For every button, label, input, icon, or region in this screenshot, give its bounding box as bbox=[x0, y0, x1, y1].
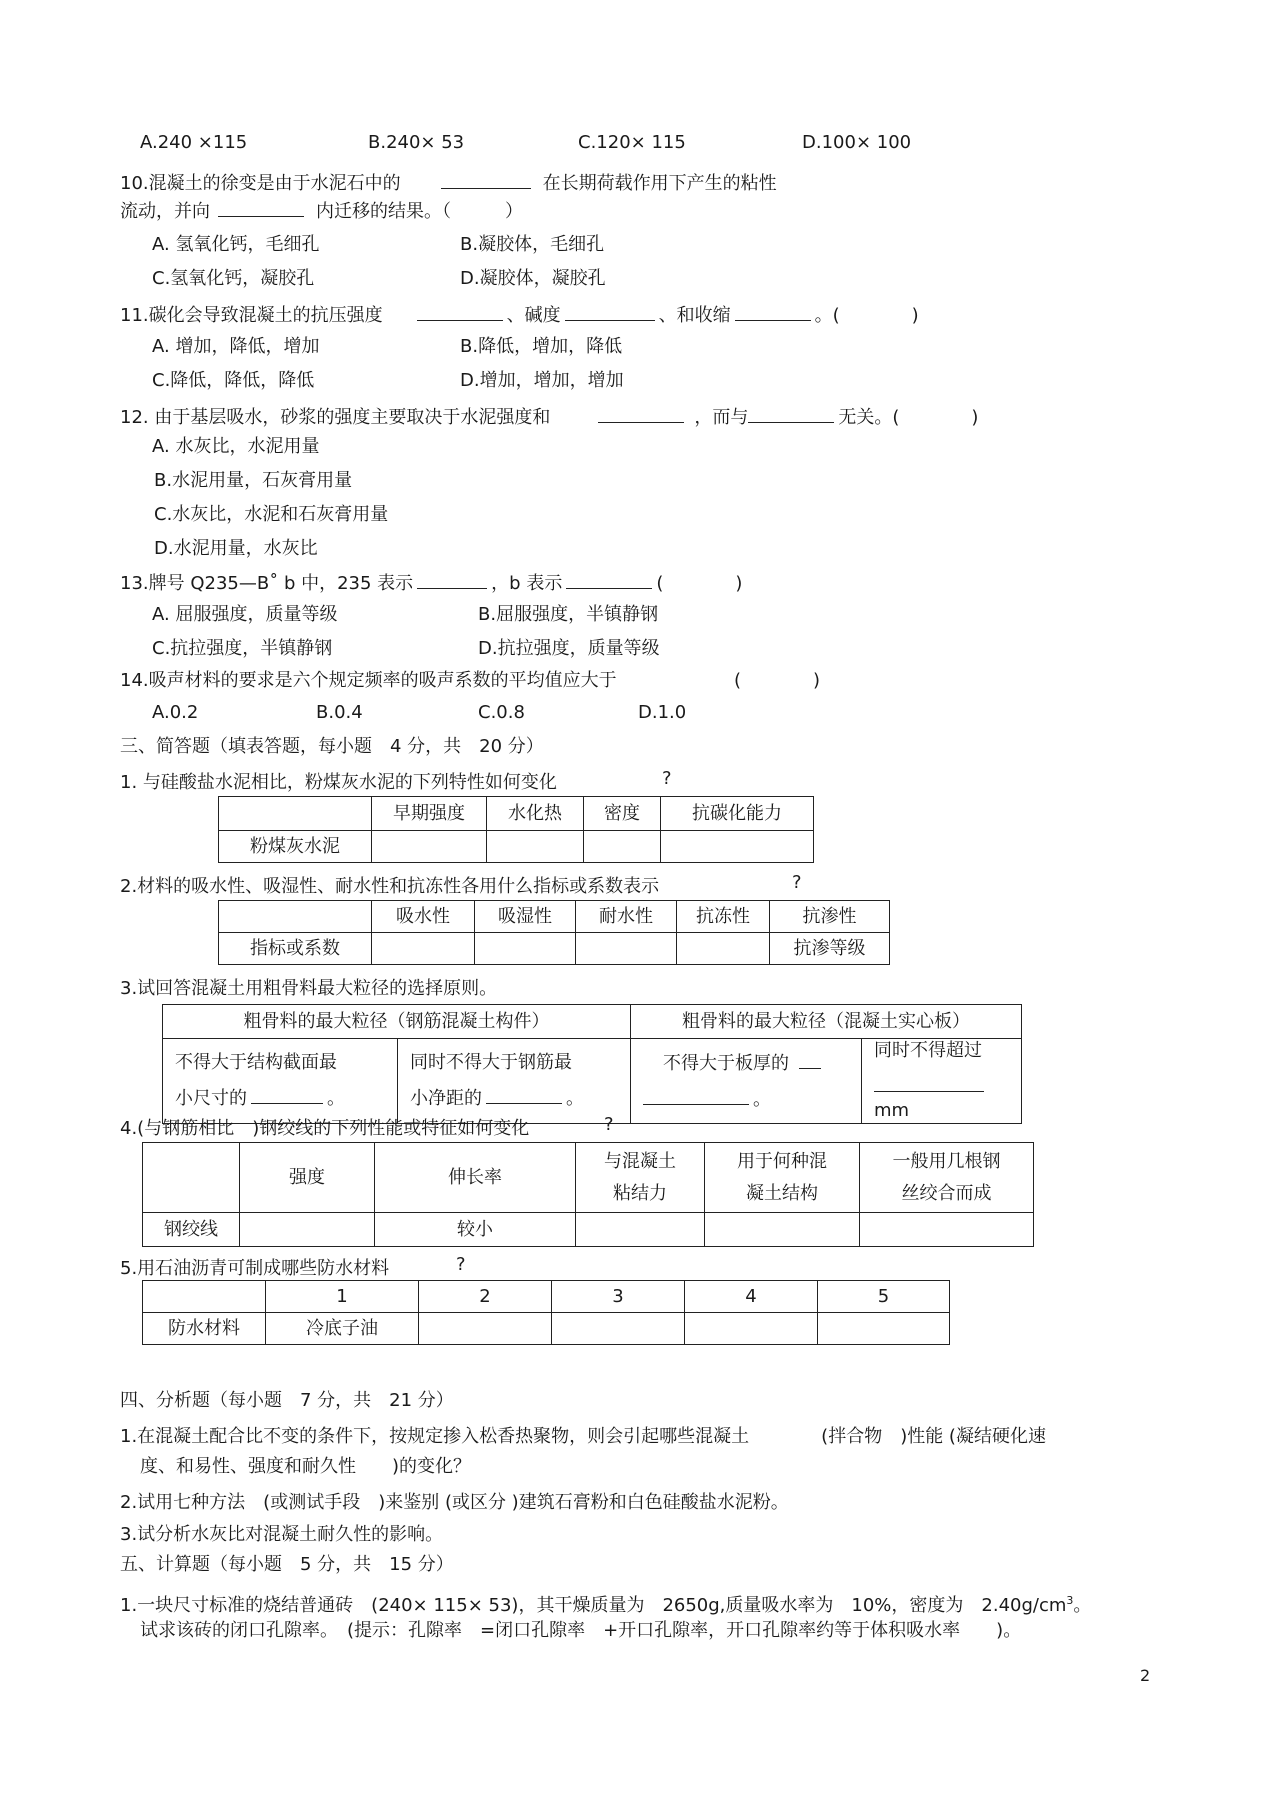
s4-q1-line2: 度、和易性、强度和耐久性 )的变化？ bbox=[140, 1456, 472, 1477]
s3-q2-row-label: 指标或系数 bbox=[219, 933, 372, 965]
s3-q2-header-impermeability: 抗渗性 bbox=[770, 901, 890, 933]
q10-text-d: 内迁移的结果。（ ） bbox=[316, 201, 523, 222]
section4-title: 四、分析题（每小题 7 分，共 21 分） bbox=[120, 1390, 454, 1411]
s3-q3-cell-1-line2: 小尺寸的 bbox=[175, 1088, 247, 1109]
q14-option-d: D.1.0 bbox=[638, 702, 687, 723]
q11-option-b: B.降低，增加，降低 bbox=[460, 336, 623, 357]
s3-q3-cell-1-line1: 不得大于结构截面最 bbox=[175, 1052, 337, 1073]
s3-q2-cell bbox=[576, 933, 677, 965]
s4-q3: 3.试分析水灰比对混凝土耐久性的影响。 bbox=[120, 1524, 444, 1545]
q12-option-c: C.水灰比，水泥和石灰膏用量 bbox=[154, 504, 389, 525]
s3-q4-row-label: 钢绞线 bbox=[143, 1213, 240, 1247]
s3-q3-period-3: 。 bbox=[753, 1089, 771, 1110]
q12-text-b: ，而与 bbox=[694, 407, 749, 428]
q13-line bbox=[120, 570, 742, 595]
s3-q4-header-wire-count: 一般用几根钢 丝绞合而成 bbox=[860, 1143, 1034, 1213]
s3-q3-blank-2 bbox=[486, 1085, 562, 1104]
s3-q2-text: 2.材料的吸水性、吸湿性、耐水性和抗冻性各用什么指标或系数表示 bbox=[120, 876, 660, 897]
q12-line bbox=[120, 404, 978, 429]
s3-q5-cell bbox=[685, 1313, 818, 1345]
s3-q1-text: 1. 与硅酸盐水泥相比，粉煤灰水泥的下列特性如何变化 bbox=[120, 772, 557, 793]
s3-q3-table bbox=[162, 1004, 1022, 1124]
q14-paren: ( ) bbox=[734, 670, 821, 691]
s3-q3-unit: mm bbox=[874, 1100, 910, 1121]
q12-option-a: A. 水灰比，水泥用量 bbox=[152, 436, 320, 457]
q11-option-d: D.增加，增加，增加 bbox=[460, 370, 624, 391]
s4-q1-line1: 1.在混凝土配合比不变的条件下，按规定掺入松香热聚物，则会引起哪些混凝土 (拌合物 )性能 (凝结硬化速 bbox=[120, 1426, 1046, 1447]
s3-q4-cell bbox=[705, 1213, 860, 1247]
q10-line2 bbox=[120, 198, 523, 223]
s3-q3-cell-1 bbox=[163, 1039, 398, 1124]
q12-option-b: B.水泥用量，石灰膏用量 bbox=[154, 470, 353, 491]
s3-q2-cell bbox=[372, 933, 475, 965]
s3-q1-cell bbox=[584, 831, 661, 863]
q11-text-a: 11.碳化会导致混凝土的抗压强度 bbox=[120, 305, 383, 326]
s3-q5-cell bbox=[818, 1313, 950, 1345]
s3-q3-cell-4 bbox=[862, 1039, 1022, 1124]
page-number: 2 bbox=[1140, 1666, 1151, 1685]
s3-q5-header-3: 3 bbox=[552, 1281, 685, 1313]
s3-q3-cell-3 bbox=[631, 1039, 862, 1124]
s3-q4-header-structure: 用于何种混 凝土结构 bbox=[705, 1143, 860, 1213]
s3-q2-header-absorption: 吸水性 bbox=[372, 901, 475, 933]
s3-q2-header-moisture: 吸湿性 bbox=[475, 901, 576, 933]
s3-q5-row-label: 防水材料 bbox=[143, 1313, 266, 1345]
s3-q2-header-water-resistance: 耐水性 bbox=[576, 901, 677, 933]
s3-q3-cell-2 bbox=[398, 1039, 631, 1124]
q11-blank-3 bbox=[735, 302, 811, 321]
s3-q1-header-density: 密度 bbox=[584, 797, 661, 831]
q12-text-c: 无关。( ) bbox=[838, 407, 979, 428]
s3-q2-header-empty bbox=[219, 901, 372, 933]
s3-q1-mark: ? bbox=[662, 768, 672, 789]
s3-q4-text: 4.(与钢筋相比 )钢绞线的下列性能或特征如何变化 bbox=[120, 1118, 530, 1139]
q14-option-b: B.0.4 bbox=[316, 702, 363, 723]
q13-text-b: ，b 表示 bbox=[491, 573, 563, 594]
s3-q4-table bbox=[142, 1142, 1034, 1247]
s3-q3-text: 3.试回答混凝土用粗骨料最大粒径的选择原则。 bbox=[120, 978, 498, 999]
s3-q4-mark: ? bbox=[604, 1114, 614, 1135]
s3-q4-cell: 较小 bbox=[375, 1213, 576, 1247]
q11-text-d: 。( ) bbox=[814, 305, 919, 326]
s3-q4-header-elongation: 伸长率 bbox=[375, 1143, 576, 1213]
s3-q1-header-hydration-heat: 水化热 bbox=[487, 797, 584, 831]
s3-q5-mark: ? bbox=[456, 1254, 466, 1275]
q12-option-d: D.水泥用量，水灰比 bbox=[154, 538, 318, 559]
s3-q2-table bbox=[218, 900, 890, 965]
q14-option-c: C.0.8 bbox=[478, 702, 525, 723]
s3-q3-period-1: 。 bbox=[327, 1088, 345, 1109]
q9-option-d: D.100× 100 bbox=[802, 132, 912, 153]
q9-option-b: B.240× 53 bbox=[368, 132, 465, 153]
s3-q5-table bbox=[142, 1280, 950, 1345]
s4-q2: 2.试用七种方法 (或测试手段 )来鉴别 (或区分 )建筑石膏粉和白色硅酸盐水泥粉。 bbox=[120, 1492, 789, 1513]
s3-q4-header-empty bbox=[143, 1143, 240, 1213]
q13-option-a: A. 屈服强度，质量等级 bbox=[152, 604, 338, 625]
s3-q3-blank-3b bbox=[643, 1086, 749, 1105]
s3-q4-cell bbox=[860, 1213, 1034, 1247]
s3-q3-head-right: 粗骨料的最大粒径（混凝土实心板） bbox=[631, 1005, 1022, 1039]
q10-line1 bbox=[120, 170, 777, 195]
s3-q5-header-2: 2 bbox=[419, 1281, 552, 1313]
s3-q1-row-label: 粉煤灰水泥 bbox=[219, 831, 372, 863]
q10-text-b: 在长期荷载作用下产生的粘性 bbox=[542, 173, 777, 194]
section3-title: 三、简答题（填表答题，每小题 4 分，共 20 分） bbox=[120, 736, 544, 757]
q13-text-c: ( ) bbox=[656, 573, 743, 594]
q10-option-c: C.氢氧化钙，凝胶孔 bbox=[152, 268, 315, 289]
q11-text-b: 、碱度 bbox=[506, 305, 561, 326]
q13-option-d: D.抗拉强度，质量等级 bbox=[478, 638, 660, 659]
q10-blank-1 bbox=[441, 170, 531, 189]
q11-text-c: 、和收缩 bbox=[658, 305, 731, 326]
s3-q5-cell: 冷底子油 bbox=[266, 1313, 419, 1345]
q11-blank-1 bbox=[417, 302, 503, 321]
s3-q2-header-frost: 抗冻性 bbox=[677, 901, 770, 933]
q13-text-a: 13.牌号 Q235—B˚ b 中，235 表示 bbox=[120, 573, 414, 594]
s3-q1-cell bbox=[487, 831, 584, 863]
s3-q2-cell bbox=[677, 933, 770, 965]
s3-q4-header-strength: 强度 bbox=[240, 1143, 375, 1213]
s3-q5-cell bbox=[419, 1313, 552, 1345]
s5-q1-end: 。 bbox=[1073, 1595, 1092, 1616]
s3-q5-header-4: 4 bbox=[685, 1281, 818, 1313]
s3-q3-blank-3a bbox=[799, 1050, 821, 1069]
section5-title: 五、计算题（每小题 5 分，共 15 分） bbox=[120, 1554, 454, 1575]
q11-option-a: A. 增加，降低，增加 bbox=[152, 336, 320, 357]
s5-q1-line1 bbox=[120, 1590, 1091, 1617]
q12-blank-1 bbox=[598, 404, 684, 423]
s3-q5-cell bbox=[552, 1313, 685, 1345]
s3-q3-cell-4-line1: 同时不得超过 bbox=[874, 1040, 982, 1061]
q11-blank-2 bbox=[565, 302, 655, 321]
s3-q2-cell: 抗渗等级 bbox=[770, 933, 890, 965]
s3-q4-cell bbox=[240, 1213, 375, 1247]
s3-q1-header-empty bbox=[219, 797, 372, 831]
q10-option-b: B.凝胶体，毛细孔 bbox=[460, 234, 605, 255]
q10-option-d: D.凝胶体，凝胶孔 bbox=[460, 268, 606, 289]
q13-option-b: B.屈服强度，半镇静钢 bbox=[478, 604, 659, 625]
q9-option-c: C.120× 115 bbox=[578, 132, 686, 153]
s3-q3-cell-2-line1: 同时不得大于钢筋最 bbox=[410, 1052, 572, 1073]
q13-blank-1 bbox=[417, 570, 487, 589]
s3-q2-cell bbox=[475, 933, 576, 965]
s3-q1-cell bbox=[372, 831, 487, 863]
q13-blank-2 bbox=[566, 570, 652, 589]
q11-option-c: C.降低，降低，降低 bbox=[152, 370, 315, 391]
q10-text-c: 流动，并向 bbox=[120, 201, 210, 222]
s3-q1-cell bbox=[661, 831, 814, 863]
q10-option-a: A. 氢氧化钙，毛细孔 bbox=[152, 234, 320, 255]
s3-q3-blank-4 bbox=[874, 1073, 984, 1092]
q12-blank-2 bbox=[748, 404, 834, 423]
q10-text-a: 10.混凝土的徐变是由于水泥石中的 bbox=[120, 173, 401, 194]
s3-q4-header-bond: 与混凝土 粘结力 bbox=[576, 1143, 705, 1213]
q14-option-a: A.0.2 bbox=[152, 702, 199, 723]
s3-q2-mark: ? bbox=[792, 872, 802, 893]
s3-q1-header-carbonation: 抗碳化能力 bbox=[661, 797, 814, 831]
s3-q5-header-5: 5 bbox=[818, 1281, 950, 1313]
s3-q3-blank-1 bbox=[251, 1085, 323, 1104]
s3-q3-period-2: 。 bbox=[566, 1088, 584, 1109]
s3-q5-header-1: 1 bbox=[266, 1281, 419, 1313]
q12-text-a: 12. 由于基层吸水，砂浆的强度主要取决于水泥强度和 bbox=[120, 407, 551, 428]
s3-q5-header-empty bbox=[143, 1281, 266, 1313]
s5-q1-line2: 试求该砖的闭口孔隙率。 (提示：孔隙率 =闭口孔隙率 +开口孔隙率，开口孔隙率约等于体积吸水率 )。 bbox=[140, 1620, 1022, 1641]
s3-q1-table bbox=[218, 796, 814, 863]
s5-q1-text: 1.一块尺寸标准的烧结普通砖 (240× 115× 53)，其干燥质量为 2650g,质量吸水率为 10%，密度为 2.40g/cm bbox=[120, 1595, 1067, 1616]
q14-text: 14.吸声材料的要求是六个规定频率的吸声系数的平均值应大于 bbox=[120, 670, 617, 691]
s5-q1-superscript: 3 bbox=[1066, 1594, 1074, 1607]
q11-line bbox=[120, 302, 919, 327]
s3-q3-cell-2-line2: 小净距的 bbox=[410, 1088, 482, 1109]
q13-option-c: C.抗拉强度，半镇静钢 bbox=[152, 638, 333, 659]
q9-option-a: A.240 ×115 bbox=[140, 132, 248, 153]
s3-q3-head-left: 粗骨料的最大粒径（钢筋混凝土构件） bbox=[163, 1005, 631, 1039]
s3-q5-text: 5.用石油沥青可制成哪些防水材料 bbox=[120, 1258, 390, 1279]
q10-blank-2 bbox=[218, 198, 304, 217]
s3-q3-cell-3-line1: 不得大于板厚的 bbox=[663, 1053, 789, 1074]
s3-q4-cell bbox=[576, 1213, 705, 1247]
s3-q1-header-early-strength: 早期强度 bbox=[372, 797, 487, 831]
